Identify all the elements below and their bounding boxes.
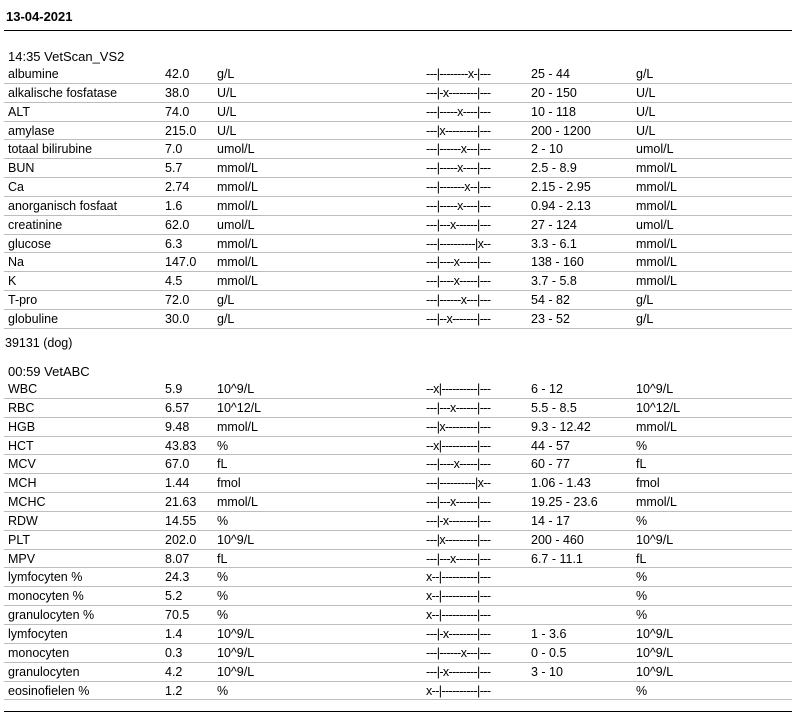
result-row <box>4 418 792 437</box>
reference-range: 2 - 10 <box>531 142 563 157</box>
reference-unit: umol/L <box>636 217 674 232</box>
reference-unit: % <box>636 589 648 604</box>
test-unit: mmol/L <box>217 161 258 176</box>
reference-range: 2.5 - 8.9 <box>531 161 577 176</box>
reference-unit: % <box>636 513 648 528</box>
result-row <box>4 437 792 456</box>
reference-range: 20 - 150 <box>531 85 577 100</box>
test-name: lymfocyten <box>8 626 68 641</box>
test-unit: 10^9/L <box>217 626 255 641</box>
range-indicator: x--|----------|--- <box>426 608 491 623</box>
reference-range: 9.3 - 12.42 <box>531 419 591 434</box>
range-indicator: ---|-x--------|--- <box>426 626 491 641</box>
range-indicator: ---|---x------|--- <box>426 495 491 510</box>
test-unit: umol/L <box>217 142 255 157</box>
range-indicator: x--|----------|--- <box>426 589 491 604</box>
test-name: lymfocyten % <box>8 570 83 585</box>
reference-unit: mmol/L <box>636 274 677 289</box>
reference-unit: 10^9/L <box>636 532 674 547</box>
result-row <box>4 493 792 512</box>
reference-range: 138 - 160 <box>531 255 584 270</box>
result-row <box>4 663 792 682</box>
test-value: 24.3 <box>165 570 190 585</box>
test-value: 38.0 <box>165 85 190 100</box>
test-value: 1.2 <box>165 683 183 698</box>
range-indicator: ---|-x--------|--- <box>426 85 491 100</box>
range-indicator: ---|------x---|--- <box>426 142 491 157</box>
range-indicator: ---|-------x--|--- <box>426 180 491 195</box>
range-indicator: ---|---x------|--- <box>426 400 491 415</box>
reference-range: 6 - 12 <box>531 382 563 396</box>
range-indicator: ---|x---------|--- <box>426 123 491 138</box>
test-unit: 10^9/L <box>217 645 255 660</box>
reference-unit: % <box>636 608 648 623</box>
result-row <box>4 568 792 587</box>
result-row <box>4 159 792 178</box>
reference-range: 1.06 - 1.43 <box>531 476 591 491</box>
test-value: 202.0 <box>165 532 197 547</box>
reference-range: 3 - 10 <box>531 664 563 679</box>
reference-range: 1 - 3.6 <box>531 626 567 641</box>
test-unit: fL <box>217 457 228 472</box>
reference-range: 5.5 - 8.5 <box>531 400 577 415</box>
test-name: monocyten <box>8 645 70 660</box>
result-row <box>4 103 792 122</box>
range-indicator: ---|-x--------|--- <box>426 664 491 679</box>
test-unit: umol/L <box>217 217 255 232</box>
test-name: HGB <box>8 419 36 434</box>
reference-unit: mmol/L <box>636 495 677 510</box>
result-row <box>4 531 792 550</box>
test-name: T-pro <box>8 293 38 308</box>
test-unit: % <box>217 608 229 623</box>
test-name: albumine <box>8 67 59 81</box>
range-indicator: --x|----------|--- <box>426 382 491 396</box>
result-row <box>4 197 792 216</box>
test-value: 147.0 <box>165 255 197 270</box>
test-value: 67.0 <box>165 457 190 472</box>
range-indicator: ---|----------|x-- <box>426 236 491 251</box>
reference-unit: % <box>636 683 648 698</box>
reference-unit: % <box>636 570 648 585</box>
section-title-vetscan: 14:35 VetScan_VS2 <box>8 49 125 64</box>
range-indicator: ---|----x-----|--- <box>426 274 491 289</box>
test-value: 74.0 <box>165 104 190 119</box>
range-indicator: ---|------x---|--- <box>426 645 491 660</box>
test-unit: fmol <box>217 476 241 491</box>
range-indicator: ---|--------x-|--- <box>426 67 491 81</box>
test-name: ALT <box>8 104 30 119</box>
result-row <box>4 253 792 272</box>
result-row <box>4 140 792 159</box>
test-name: MCV <box>8 457 36 472</box>
reference-range: 25 - 44 <box>531 67 570 81</box>
result-row <box>4 310 792 329</box>
result-row <box>4 65 792 84</box>
test-value: 8.07 <box>165 551 190 566</box>
range-indicator: ---|------x---|--- <box>426 293 491 308</box>
reference-range: 23 - 52 <box>531 311 570 326</box>
test-unit: g/L <box>217 293 235 308</box>
footer-divider <box>4 711 792 712</box>
reference-unit: mmol/L <box>636 419 677 434</box>
test-name: RBC <box>8 400 35 415</box>
test-value: 5.9 <box>165 382 183 396</box>
test-value: 4.5 <box>165 274 183 289</box>
test-unit: 10^9/L <box>217 532 255 547</box>
range-indicator: ---|---x------|--- <box>426 217 491 232</box>
range-indicator: ---|-----x----|--- <box>426 198 491 213</box>
reference-unit: 10^9/L <box>636 382 674 396</box>
reference-range: 60 - 77 <box>531 457 570 472</box>
test-name: MCH <box>8 476 37 491</box>
patient-id: 39131 (dog) <box>5 336 73 350</box>
reference-unit: U/L <box>636 85 656 100</box>
section-title-vetabc: 00:59 VetABC <box>8 364 90 379</box>
test-unit: g/L <box>217 67 235 81</box>
reference-range: 3.3 - 6.1 <box>531 236 577 251</box>
test-unit: mmol/L <box>217 198 258 213</box>
result-row <box>4 606 792 625</box>
test-value: 215.0 <box>165 123 197 138</box>
test-unit: % <box>217 513 229 528</box>
test-value: 43.83 <box>165 438 197 453</box>
test-unit: U/L <box>217 104 237 119</box>
test-value: 1.6 <box>165 198 183 213</box>
range-indicator: ---|x---------|--- <box>426 532 491 547</box>
test-name: glucose <box>8 236 52 251</box>
test-name: BUN <box>8 161 35 176</box>
header-divider <box>4 30 792 31</box>
result-row <box>4 178 792 197</box>
test-unit: U/L <box>217 123 237 138</box>
test-value: 4.2 <box>165 664 183 679</box>
result-row <box>4 587 792 606</box>
test-unit: % <box>217 570 229 585</box>
reference-range: 3.7 - 5.8 <box>531 274 577 289</box>
test-name: RDW <box>8 513 38 528</box>
test-name: monocyten % <box>8 589 84 604</box>
reference-unit: 10^9/L <box>636 626 674 641</box>
result-row <box>4 682 792 701</box>
test-unit: 10^12/L <box>217 400 262 415</box>
range-indicator: ---|----x-----|--- <box>426 255 491 270</box>
report-date: 13-04-2021 <box>6 9 73 24</box>
test-value: 0.3 <box>165 645 183 660</box>
reference-unit: g/L <box>636 311 654 326</box>
reference-range: 14 - 17 <box>531 513 570 528</box>
test-unit: mmol/L <box>217 495 258 510</box>
reference-unit: mmol/L <box>636 255 677 270</box>
range-indicator: --x|----------|--- <box>426 438 491 453</box>
reference-range: 44 - 57 <box>531 438 570 453</box>
test-name: anorganisch fosfaat <box>8 198 118 213</box>
test-value: 5.7 <box>165 161 183 176</box>
test-unit: fL <box>217 551 228 566</box>
reference-unit: % <box>636 438 648 453</box>
test-name: K <box>8 274 17 289</box>
range-indicator: x--|----------|--- <box>426 683 491 698</box>
test-unit: U/L <box>217 85 237 100</box>
test-name: amylase <box>8 123 55 138</box>
reference-unit: g/L <box>636 293 654 308</box>
range-indicator: ---|-x--------|--- <box>426 513 491 528</box>
result-row <box>4 512 792 531</box>
test-unit: mmol/L <box>217 180 258 195</box>
result-row <box>4 644 792 663</box>
result-row <box>4 84 792 103</box>
reference-unit: U/L <box>636 104 656 119</box>
test-value: 2.74 <box>165 180 190 195</box>
test-unit: 10^9/L <box>217 382 255 396</box>
reference-range: 6.7 - 11.1 <box>531 551 583 566</box>
result-row <box>4 474 792 493</box>
reference-range: 200 - 1200 <box>531 123 591 138</box>
test-name: MPV <box>8 551 36 566</box>
range-indicator: ---|---x------|--- <box>426 551 491 566</box>
test-name: totaal bilirubine <box>8 142 93 157</box>
test-unit: % <box>217 683 229 698</box>
reference-unit: 10^12/L <box>636 400 681 415</box>
reference-unit: fL <box>636 457 647 472</box>
reference-unit: 10^9/L <box>636 664 674 679</box>
test-value: 6.57 <box>165 400 190 415</box>
range-indicator: ---|-----x----|--- <box>426 104 491 119</box>
reference-range: 10 - 118 <box>531 104 576 119</box>
reference-unit: umol/L <box>636 142 674 157</box>
vetabc-results-table <box>4 380 792 700</box>
reference-range: 19.25 - 23.6 <box>531 495 598 510</box>
test-unit: g/L <box>217 311 235 326</box>
test-name: PLT <box>8 532 30 547</box>
reference-unit: U/L <box>636 123 656 138</box>
test-name: WBC <box>8 382 38 396</box>
vetscan-results-table <box>4 65 792 329</box>
test-value: 21.63 <box>165 495 197 510</box>
result-row <box>4 399 792 418</box>
test-name: granulocyten % <box>8 608 95 623</box>
test-value: 5.2 <box>165 589 183 604</box>
result-row <box>4 625 792 644</box>
test-value: 1.44 <box>165 476 190 491</box>
test-unit: mmol/L <box>217 274 258 289</box>
test-value: 6.3 <box>165 236 183 251</box>
test-name: creatinine <box>8 217 63 232</box>
test-unit: % <box>217 438 229 453</box>
reference-range: 0 - 0.5 <box>531 645 567 660</box>
test-name: alkalische fosfatase <box>8 85 118 100</box>
test-unit: mmol/L <box>217 255 258 270</box>
test-value: 7.0 <box>165 142 183 157</box>
range-indicator: x--|----------|--- <box>426 570 491 585</box>
result-row <box>4 216 792 235</box>
reference-unit: mmol/L <box>636 180 677 195</box>
test-value: 14.55 <box>165 513 197 528</box>
reference-range: 0.94 - 2.13 <box>531 198 591 213</box>
test-name: granulocyten <box>8 664 80 679</box>
test-value: 62.0 <box>165 217 190 232</box>
test-unit: mmol/L <box>217 419 258 434</box>
reference-range: 27 - 124 <box>531 217 577 232</box>
reference-range: 2.15 - 2.95 <box>531 180 591 195</box>
reference-unit: mmol/L <box>636 161 677 176</box>
test-name: MCHC <box>8 495 46 510</box>
test-name: eosinofielen % <box>8 683 90 698</box>
reference-unit: mmol/L <box>636 236 677 251</box>
test-unit: 10^9/L <box>217 664 255 679</box>
result-row <box>4 291 792 310</box>
range-indicator: ---|----------|x-- <box>426 476 491 491</box>
range-indicator: ---|x---------|--- <box>426 419 491 434</box>
reference-unit: 10^9/L <box>636 645 674 660</box>
reference-range: 54 - 82 <box>531 293 570 308</box>
range-indicator: ---|--x-------|--- <box>426 311 491 326</box>
result-row <box>4 272 792 291</box>
test-value: 1.4 <box>165 626 183 641</box>
test-name: HCT <box>8 438 34 453</box>
reference-unit: mmol/L <box>636 198 677 213</box>
reference-unit: fL <box>636 551 647 566</box>
test-value: 30.0 <box>165 311 190 326</box>
test-unit: % <box>217 589 229 604</box>
result-row <box>4 550 792 569</box>
reference-range: 200 - 460 <box>531 532 584 547</box>
result-row <box>4 380 792 399</box>
result-row <box>4 122 792 141</box>
test-value: 42.0 <box>165 67 190 81</box>
test-value: 70.5 <box>165 608 190 623</box>
reference-unit: g/L <box>636 67 654 81</box>
range-indicator: ---|----x-----|--- <box>426 457 491 472</box>
range-indicator: ---|-----x----|--- <box>426 161 491 176</box>
test-unit: mmol/L <box>217 236 258 251</box>
test-name: globuline <box>8 311 59 326</box>
result-row <box>4 235 792 254</box>
reference-unit: fmol <box>636 476 660 491</box>
test-value: 72.0 <box>165 293 190 308</box>
test-name: Ca <box>8 180 24 195</box>
result-row <box>4 455 792 474</box>
test-name: Na <box>8 255 24 270</box>
test-value: 9.48 <box>165 419 190 434</box>
